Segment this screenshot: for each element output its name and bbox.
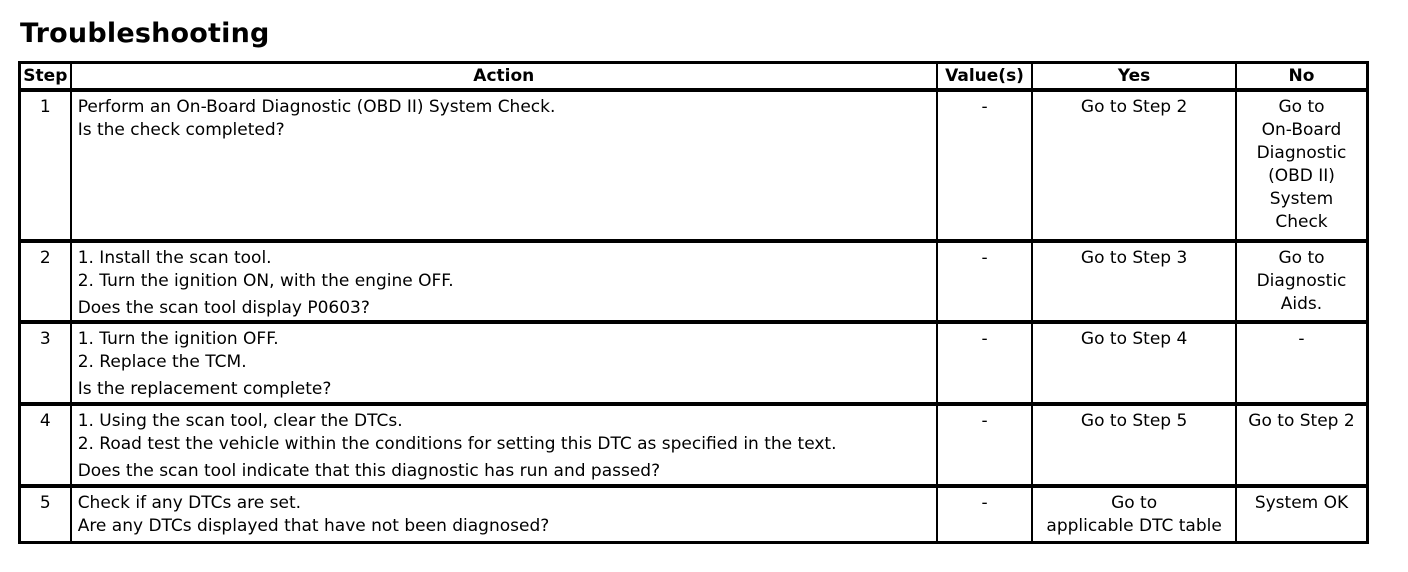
yes-link[interactable] [1033,492,1235,538]
header-values: Value(s) [937,63,1032,91]
yes-line: Go to [1111,493,1158,513]
no-line: (OBD II) [1268,166,1335,186]
no-cell [1236,241,1368,322]
yes-cell [1032,90,1236,241]
action-line: 1. Install the scan tool. [77,248,272,268]
value-cell: - [937,90,1032,241]
table-row [20,486,1368,542]
action-line: 2. Road test the vehicle within the conditions for setting this DTC as specified in the text. [77,434,837,454]
yes-cell [1032,404,1236,486]
action-cell [71,486,937,542]
header-step: Step [20,63,71,91]
no-cell [1236,404,1368,486]
no-cell [1236,486,1368,542]
no-link[interactable] [1237,96,1366,234]
action-line: 2. Replace the TCM. [77,352,247,372]
step-number: 5 [20,486,71,542]
header-no: No [1236,63,1368,91]
header-row [20,63,1368,91]
header-yes: Yes [1032,63,1236,91]
action-cell [71,322,937,404]
table-row [20,404,1368,486]
action-question: Are any DTCs displayed that have not been diagnosed? [77,516,550,536]
step-number: 2 [20,241,71,322]
value-cell: - [937,322,1032,404]
action-question: Is the replacement complete? [77,379,332,399]
yes-cell [1032,322,1236,404]
no-line: Check [1275,212,1328,232]
header-action: Action [71,63,937,91]
step-number: 4 [20,404,71,486]
action-cell [71,404,937,486]
action-line: 1. Turn the ignition OFF. [77,329,279,349]
no-cell [1236,322,1368,404]
no-cell [1236,90,1368,241]
no-line: Diagnostic [1256,143,1347,163]
step-number: 3 [20,322,71,404]
no-line: On-Board [1261,120,1342,140]
action-cell [71,90,937,241]
action-cell [71,241,937,322]
troubleshooting-table [18,61,1369,544]
no-line: System OK [1254,493,1349,513]
yes-cell [1032,486,1236,542]
yes-cell [1032,241,1236,322]
yes-link[interactable]: Go to Step 4 [1080,329,1188,349]
yes-line: applicable DTC table [1046,516,1222,536]
value-cell: - [937,404,1032,486]
no-line: Go to [1278,248,1325,268]
action-question: Does the scan tool display P0603? [77,298,370,318]
no-line: Aids. [1280,294,1323,314]
no-line: Diagnostic [1256,271,1347,291]
no-line: System [1269,189,1334,209]
table-row [20,90,1368,241]
value-cell: - [937,241,1032,322]
no-link[interactable]: Go to Step 2 [1248,411,1355,431]
step-number: 1 [20,90,71,241]
action-line: Check if any DTCs are set. [77,493,302,513]
action-question: Is the check completed? [77,120,285,140]
no-line: Go to [1278,97,1325,117]
action-question: Does the scan tool indicate that this diagnostic has run and passed? [77,461,661,481]
value-cell: - [937,486,1032,542]
no-line: - [1298,329,1305,349]
page-title: Troubleshooting [20,18,270,49]
action-line: 2. Turn the ignition ON, with the engine OFF. [77,271,454,291]
no-link[interactable] [1237,247,1366,316]
action-line: Perform an On-Board Diagnostic (OBD II) System Check. [77,97,556,117]
action-line: 1. Using the scan tool, clear the DTCs. [77,411,403,431]
yes-link[interactable]: Go to Step 2 [1080,97,1188,117]
table-row [20,241,1368,322]
table-row [20,322,1368,404]
yes-link[interactable]: Go to Step 5 [1080,411,1188,431]
yes-link[interactable]: Go to Step 3 [1080,248,1188,268]
